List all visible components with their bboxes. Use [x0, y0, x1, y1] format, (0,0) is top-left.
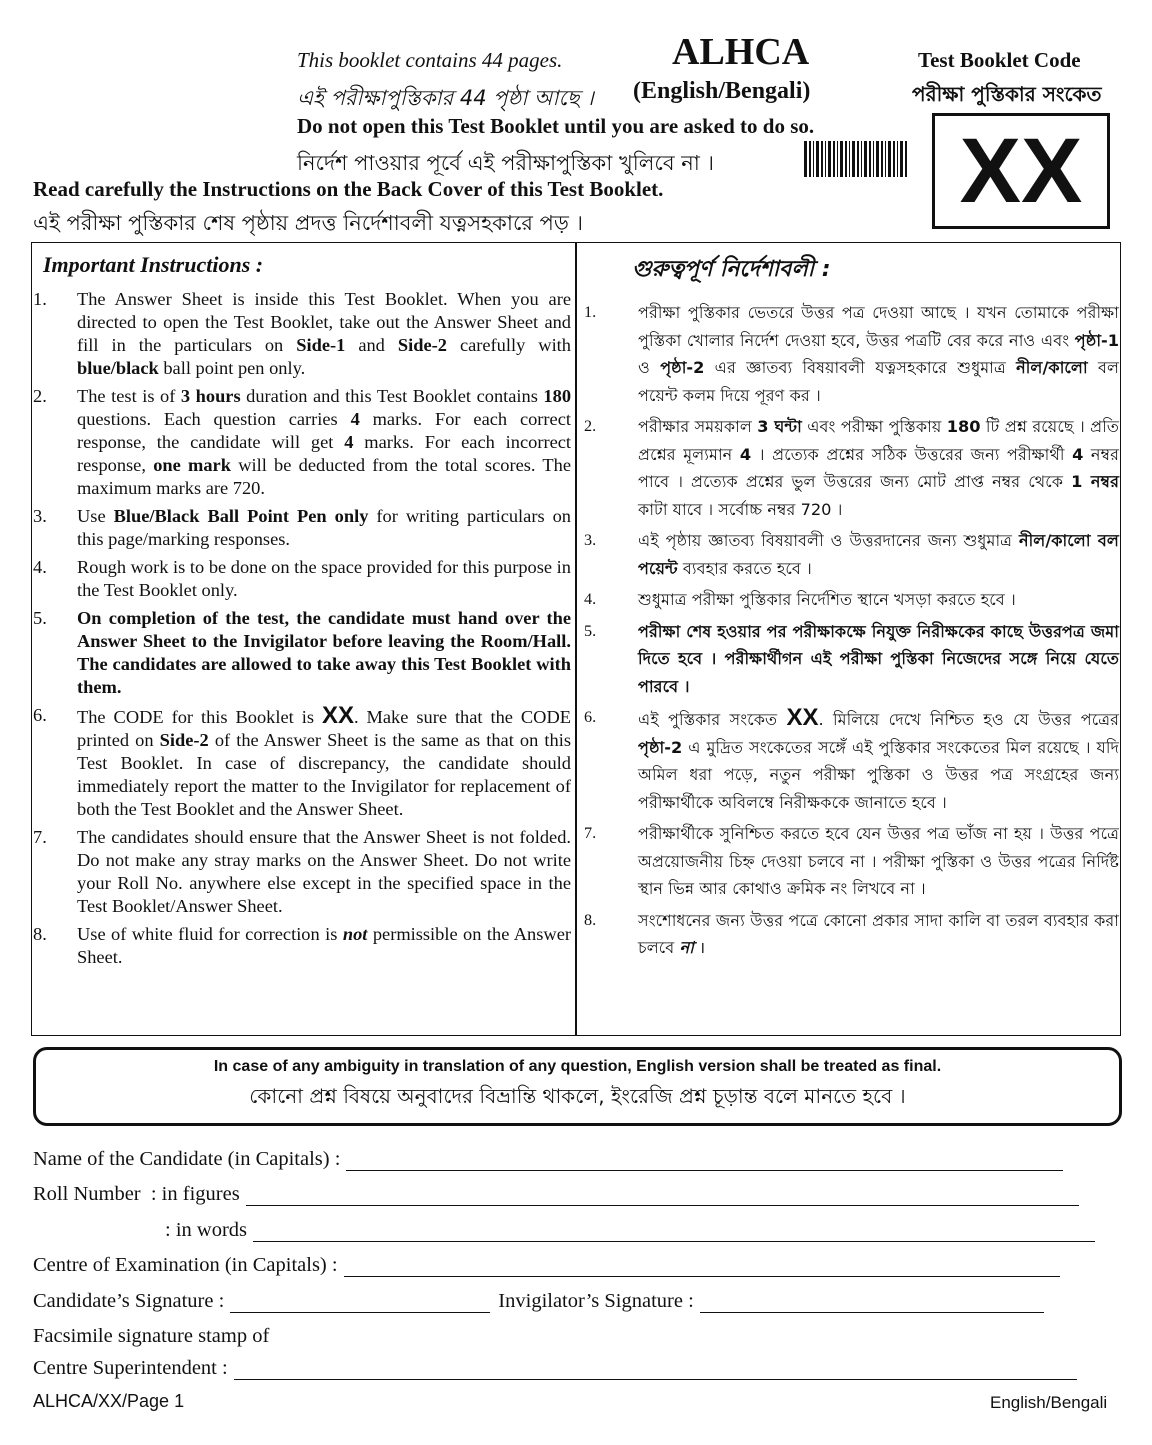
item-number: 6.: [33, 705, 47, 725]
roll-figures-line[interactable]: [246, 1185, 1079, 1206]
instruction-item: [33, 505, 571, 551]
item-number: 3.: [33, 506, 47, 526]
superintendent-label: Centre Superintendent :: [33, 1357, 228, 1379]
booklet-code-label-bn: পরীক্ষা পুস্তিকার সংকেত: [912, 82, 1102, 106]
item-text: Use Blue/Black Ball Point Pen only for writing particulars on this page/marking responses.: [77, 506, 572, 549]
read-instructions-bn: এই পরীক্ষা পুস্তিকার শেষ পৃষ্ঠায় প্রদত্ত নির্দেশাবলী যত্নসহকারে পড় ।: [33, 211, 584, 235]
instruction-item: [584, 704, 1119, 816]
paper-code-title: ALHCA: [672, 31, 810, 73]
invigilator-signature-line[interactable]: [700, 1292, 1044, 1313]
item-number: 5.: [33, 608, 47, 628]
instruction-item: [584, 527, 1119, 582]
centre-field: [33, 1254, 1060, 1277]
item-text: The test is of 3 hours duration and this Test Booklet contains 180 questions. Each question carries 4 marks. For each correct response, the candidate will get 4 marks. For each incorrect response, one mark will be deducted from the total scores. The maximum marks are 720.: [77, 386, 572, 498]
roll-words-label: : in words: [165, 1219, 247, 1241]
instructions-heading-en: Important Instructions :: [43, 252, 264, 277]
instruction-item: [584, 413, 1119, 523]
instruction-item: [584, 586, 1119, 614]
item-text: Use of white fluid for correction is not permissible on the Answer Sheet.: [77, 924, 571, 967]
paper-language: (English/Bengali): [633, 78, 811, 104]
invigilator-signature-label: Invigilator’s Signature :: [498, 1290, 694, 1312]
instruction-item: [33, 556, 571, 602]
signature-row: [33, 1290, 1044, 1313]
footer-page-id: ALHCA/XX/Page 1: [33, 1391, 185, 1411]
item-number: 1.: [584, 303, 597, 321]
read-instructions-en: Read carefully the Instructions on the Back Cover of this Test Booklet.: [33, 177, 664, 201]
roll-figures-label: Roll Number : in figures: [33, 1183, 240, 1205]
roll-words-field: [165, 1219, 1095, 1242]
item-text: পরীক্ষার্থীকে সুনিশ্চিত করতে হবে যেন উত্তর পত্র ভাঁজ না হয় । উত্তর পত্রে অপ্রয়োজনীয় চিহ্ন দেওয়া চলবে না । পরীক্ষা পুস্তিকা ও উত্তর পত্রের নির্দিষ্ট স্থান ভিন্ন আর কোথাও ক্রমিক নং লিখবে না ।: [638, 824, 1119, 898]
instruction-item: [33, 704, 571, 821]
instructions-english: [33, 252, 571, 974]
booklet-code-box: XX: [932, 113, 1110, 229]
instruction-item: [33, 288, 571, 380]
item-text: সংশোধনের জন্য উত্তর পত্রে কোনো প্রকার সাদা কালি বা তরল ব্যবহার করা চলবে না ।: [638, 910, 1119, 957]
facsimile-label-row: [33, 1325, 269, 1348]
translation-note-box: [33, 1047, 1122, 1126]
item-text: On completion of the test, the candidate must hand over the Answer Sheet to the Invigilator before leaving the Room/Hall. The candidates are allowed to take away this Test Booklet with them.: [77, 608, 571, 697]
item-number: 4.: [33, 557, 47, 577]
item-text: এই পৃষ্ঠায় জ্ঞাতব্য বিষয়াবলী ও উত্তরদানের জন্য শুধুমাত্র নীল/কালো বল পয়েন্ট ব্যবহার করতে হবে ।: [638, 531, 1119, 578]
instruction-item: [33, 385, 571, 500]
item-number: 3.: [584, 531, 597, 549]
item-text: The Answer Sheet is inside this Test Booklet. When you are directed to open the Test Booklet, take out the Answer Sheet and fill in the particulars on Side-1 and Side-2 carefully with blue/black ball point pen only.: [77, 289, 571, 378]
item-number: 6.: [584, 708, 597, 726]
item-text: Rough work is to be done on the space provided for this purpose in the Test Booklet only.: [77, 557, 571, 600]
instructions-bengali: [584, 252, 1119, 966]
translation-note-bn: কোনো প্রশ্ন বিষয়ে অনুবাদের বিভ্রান্তি থাকলে, ইংরেজি প্রশ্ন চূড়ান্ত বলে মানতে হবে ।: [249, 1084, 906, 1108]
column-divider: [575, 243, 577, 1035]
booklet-code-label-en: Test Booklet Code: [918, 48, 1081, 72]
item-text: The candidates should ensure that the Answer Sheet is not folded. Do not make any stray marks on the Answer Sheet. Do not write your Roll No. anywhere else except in the specified space in the Test Booklet/Answer Sheet.: [77, 827, 571, 916]
item-number: 2.: [584, 417, 597, 435]
candidate-name-line[interactable]: [346, 1150, 1063, 1171]
page-count-en: This booklet contains 44 pages.: [297, 48, 563, 72]
do-not-open-bn: নির্দেশ পাওয়ার পূর্বে এই পরীক্ষাপুস্তিকা খুলিবে না ।: [297, 151, 715, 175]
item-number: 7.: [33, 827, 47, 847]
item-text: এই পুস্তিকার সংকেত XX. মিলিয়ে দেখে নিশ্চিত হও যে উত্তর পত্রের পৃষ্ঠা-2 এ মুদ্রিত সংকেতের সঙ্গেঁ এই পুস্তিকার সংকেতের মিল রয়েছে । যদি অমিল ধরা পড়ে, নতুন পরীক্ষা পুস্তিকা ও উত্তর পত্র সংগ্রহের জন্য পরীক্ষার্থীকে অবিলম্বে নিরীক্ষককে জানাতে হবে ।: [638, 704, 1119, 812]
page-count-bn: এই পরীক্ষাপুস্তিকার 44 পৃষ্ঠা আছে ।: [297, 86, 594, 110]
roll-figures-field: [33, 1183, 1079, 1206]
instruction-item: [33, 826, 571, 918]
item-text: পরীক্ষার সময়কাল 3 ঘন্টা এবং পরীক্ষা পুস্তিকায় 180 টি প্রশ্ন রয়েছে । প্রতি প্রশ্নের মূল্যমান 4 । প্রত্যেক প্রশ্নের সঠিক উত্তরের জন্য পরীক্ষার্থী 4 নম্বর পাবে । প্রত্যেক প্রশ্নের ভুল উত্তরের জন্য মোট প্রাপ্ত নম্বর থেকে 1 নম্বর কাটা যাবে । সর্বোচ্চ নম্বর 720 ।: [638, 417, 1120, 519]
item-number: 1.: [33, 289, 47, 309]
footer-language: English/Bengali: [990, 1393, 1108, 1412]
barcode-icon: [804, 141, 908, 177]
candidate-signature-line[interactable]: [230, 1292, 490, 1313]
item-number: 8.: [33, 924, 47, 944]
centre-line[interactable]: [344, 1256, 1060, 1277]
item-number: 7.: [584, 824, 597, 842]
superintendent-field: [33, 1357, 1077, 1380]
instruction-item: [584, 299, 1119, 409]
instruction-item: [584, 618, 1119, 701]
instruction-item: [33, 923, 571, 969]
item-number: 4.: [584, 590, 597, 608]
instruction-item: [584, 907, 1119, 962]
item-text: পরীক্ষা পুস্তিকার ভেতরে উত্তর পত্র দেওয়া আছে । যখন তোমাকে পরীক্ষা পুস্তিকা খোলার নির্দেশ দেওয়া হবে, উত্তর পত্রটি বের করে নাও এবং পৃষ্ঠা-1 ও পৃষ্ঠা-2 এর জ্ঞাতব্য বিষয়াবলী যত্নসহকারে শুধুমাত্র নীল/কালো বল পয়েন্ট কলম দিয়ে পূরণ কর ।: [638, 303, 1120, 405]
candidate-signature-label: Candidate’s Signature :: [33, 1290, 225, 1312]
item-number: 5.: [584, 621, 597, 640]
booklet-code-inline: XX: [786, 704, 819, 731]
booklet-code-inline: XX: [321, 702, 354, 729]
item-number: 2.: [33, 386, 47, 406]
instruction-item: [33, 607, 571, 699]
facsimile-label: Facsimile signature stamp of: [33, 1325, 270, 1347]
candidate-name-field: [33, 1148, 1063, 1171]
do-not-open-en: Do not open this Test Booklet until you are asked to do so.: [297, 114, 815, 138]
translation-note-en: In case of any ambiguity in translation of any question, English version shall be treated as final.: [213, 1058, 942, 1075]
item-text: The CODE for this Booklet is XX. Make sure that the CODE printed on Side-2 of the Answer Sheet is the same as that on this Test Booklet. In case of discrepancy, the candidate should immediately report the matter to the Invigilator for replacement of both the Test Booklet and the Answer Sheet.: [77, 702, 571, 819]
item-text: পরীক্ষা শেষ হওয়ার পর পরীক্ষাকক্ষে নিযুক্ত নিরীক্ষকের কাছে উত্তরপত্র জমা দিতে হবে । পরীক্ষার্থীগন এই পরীক্ষা পুস্তিকা নিজেদের সঙ্গে নিয়ে যেতে পারবে ।: [638, 621, 1119, 696]
roll-words-line[interactable]: [253, 1221, 1095, 1242]
superintendent-line[interactable]: [234, 1359, 1077, 1380]
instruction-item: [584, 820, 1119, 903]
candidate-name-label: Name of the Candidate (in Capitals) :: [33, 1148, 341, 1170]
item-number: 8.: [584, 910, 597, 929]
instructions-heading-bn: গুরুত্বপূর্ণ নির্দেশাবলী :: [632, 257, 831, 282]
item-text: শুধুমাত্র পরীক্ষা পুস্তিকার নির্দেশিত স্থানে খসড়া করতে হবে ।: [638, 590, 1016, 609]
centre-label: Centre of Examination (in Capitals) :: [33, 1254, 338, 1276]
